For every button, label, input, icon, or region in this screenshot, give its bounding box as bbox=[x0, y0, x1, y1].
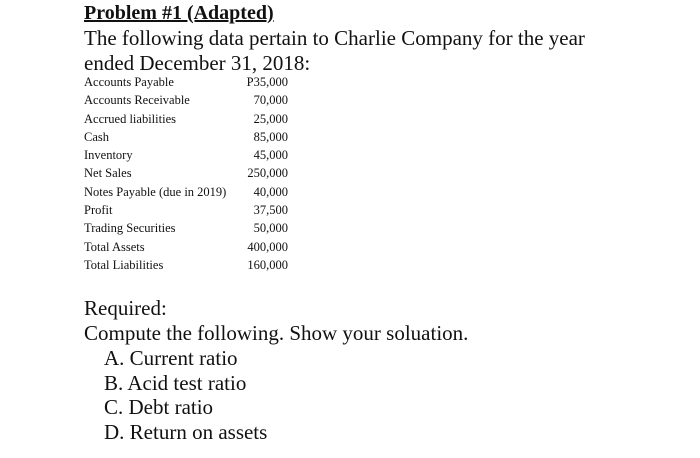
data-label: Notes Payable (due in 2019) bbox=[84, 184, 227, 199]
data-label: Total Liabilities bbox=[84, 257, 164, 272]
data-label: Accrued liabilities bbox=[84, 111, 176, 126]
data-label: Accounts Payable bbox=[84, 75, 174, 89]
data-label: Trading Securities bbox=[84, 221, 176, 236]
data-value: 45,000 bbox=[253, 148, 288, 163]
data-label: Total Assets bbox=[84, 239, 145, 254]
data-value: 160,000 bbox=[247, 257, 288, 272]
data-label: Profit bbox=[84, 203, 113, 218]
data-value: 400,000 bbox=[247, 239, 288, 254]
financial-data-table bbox=[84, 73, 304, 274]
data-row-accrued-liabilities bbox=[84, 110, 304, 128]
data-row-cash bbox=[84, 128, 304, 146]
task-acid-test-ratio: B. Acid test ratio bbox=[104, 370, 247, 395]
data-row-notes-payable bbox=[84, 183, 304, 201]
data-label: Net Sales bbox=[84, 166, 132, 181]
data-row-accounts-receivable bbox=[84, 91, 304, 109]
task-list bbox=[104, 346, 267, 444]
data-row-inventory bbox=[84, 146, 304, 164]
data-row-net-sales bbox=[84, 164, 304, 182]
data-label: Cash bbox=[84, 129, 109, 144]
data-value: 25,000 bbox=[253, 111, 288, 126]
data-label: Inventory bbox=[84, 148, 133, 163]
data-row-accounts-payable bbox=[84, 73, 304, 91]
data-row-trading-securities bbox=[84, 219, 304, 237]
required-instruction: Compute the following. Show your soluation. bbox=[84, 321, 469, 345]
data-value: 37,500 bbox=[253, 203, 288, 218]
task-debt-ratio: C. Debt ratio bbox=[104, 395, 214, 419]
problem-title: Problem #1 (Adapted) bbox=[84, 2, 274, 24]
task-current-ratio: A. Current ratio bbox=[104, 346, 238, 370]
data-row-profit bbox=[84, 201, 304, 219]
problem-intro bbox=[84, 26, 604, 76]
data-value: 85,000 bbox=[253, 129, 288, 144]
data-value: 250,000 bbox=[247, 166, 288, 181]
intro-line-1: The following data pertain to Charlie Company for the year bbox=[84, 26, 585, 50]
data-row-total-assets bbox=[84, 238, 304, 256]
intro-line-2: ended December 31, 2018: bbox=[84, 51, 311, 75]
data-label: Accounts Receivable bbox=[84, 93, 190, 108]
task-return-on-assets: D. Return on assets bbox=[104, 419, 268, 444]
data-row-total-liabilities bbox=[84, 256, 304, 274]
required-heading: Required: bbox=[84, 296, 167, 320]
data-value: 70,000 bbox=[253, 93, 288, 108]
data-value: P35,000 bbox=[246, 75, 288, 89]
data-value: 50,000 bbox=[253, 221, 288, 236]
data-value: 40,000 bbox=[253, 184, 288, 199]
